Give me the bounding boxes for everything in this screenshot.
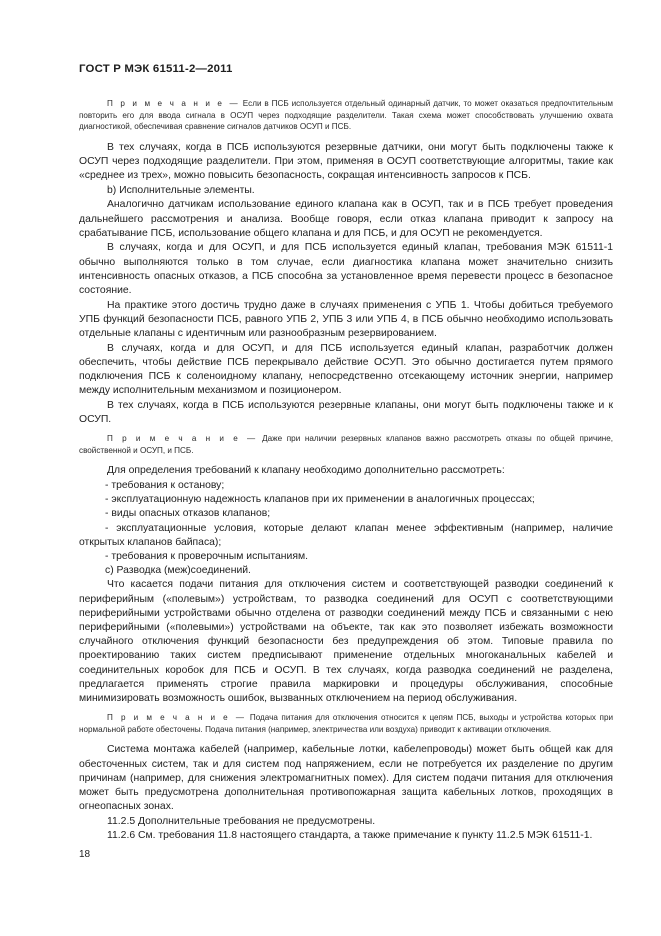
paragraph: На практике этого достичь трудно даже в случаях применения с УПБ 1. Чтобы добиться требуемого УПБ функций безопасности ПСБ, равного УПБ 2, УПБ 3 или УПБ 4, в ПСБ обычно необходимо использовать отдельные клапаны с идентичным или разнообразным резервированием. bbox=[79, 299, 613, 339]
paragraph: В случаях, когда и для ОСУП, и для ПСБ используется единый клапан, разработчик должен обеспечить, чтобы действие ПСБ перекрывало действие ОСУП. Это обычно достигается путем прямого подключения ПСБ к соленоидному клапану, непосредственно отсекающему источник энергии, например между исполнительным механизмом и позиционером. bbox=[79, 342, 613, 397]
paragraph: В тех случаях, когда в ПСБ используются резервные датчики, они могут быть подключены также к ОСУП через подходящие разделители. При этом, применяя в ОСУП соответствующие алгоритмы, такие как «среднее из трех», можно повысить безопасность, сокращая интенсивность запросов к ПСБ. bbox=[79, 141, 613, 182]
list-item: - требования к останову; bbox=[105, 479, 225, 491]
paragraph: Аналогично датчикам использование единого клапана как в ОСУП, так и в ПСБ требует проведения дальнейшего рассмотрения и анализа. Вообще говоря, если отказ клапана приводит к запросу на срабатывание ПСБ, использование общего клапана и для ПСБ, и для ОСУП не рекомендуется. bbox=[79, 199, 613, 239]
document-header: ГОСТ Р МЭК 61511-2—2011 bbox=[79, 63, 233, 75]
note-2 bbox=[79, 433, 613, 456]
clause-11-2-6: 11.2.6 См. требования 11.8 настоящего стандарта, а также примечание к пункту 11.2.5 МЭК 61511-1. bbox=[107, 830, 593, 842]
paragraph: Что касается подачи питания для отключения систем и соответствующей разводки соединений к периферийным («полевым») устройствам, то разводка соединений для ОСУП с соответствующими периферийными устройствами обычно отделена от разводки соединений между ПСБ и связанными с нею периферийными («полевыми») устройствами на объекте, так как это позволяет избежать возможности случайного отключения функций безопасности без предупреждения об этом. Типовые правила по проектированию таких систем предписывают применение отдельных многоканальных кабелей и соединительных коробок для ПСБ и ОСУП. В тех случаях, когда разводка соединений не разделена, предлагается применять строгие правила маркировки и процедуры обслуживания, способные минимизировать возможность ошибок, вызванных отключением на период обслуживания. bbox=[79, 579, 613, 705]
list-item: - эксплуатационную надежность клапанов при их применении в аналогичных процессах; bbox=[105, 494, 535, 506]
paragraph: В случаях, когда и для ОСУП, и для ПСБ используется единый клапан, требования МЭК 61511-1 обычно выполняются только в том случае, если диагностика клапана может значительно снизить интенсивность опасных отказов, а ПСБ способна за установленное время перевести процесс в безопасное состояние. bbox=[79, 242, 613, 296]
note-text: Если в ПСБ используется отдельный одинарный датчик, то может оказаться предпочтительным повторить его для ввода сигнала в ОСУП через подходящие разделители. Такая схема может способствовать улучшению охвата диагностикой, обеспечивая сравнение сигналов датчиков ОСУП и ПСБ. bbox=[79, 99, 613, 132]
note-text: Даже при наличии резервных клапанов важно рассмотреть отказы по общей причине, свойственной и ОСУП, и ПСБ. bbox=[79, 434, 613, 455]
paragraph: В тех случаях, когда в ПСБ используются резервные клапаны, они могут быть подключены также и к ОСУП. bbox=[79, 399, 613, 425]
page-number: 18 bbox=[79, 849, 91, 860]
clause-11-2-5: 11.2.5 Дополнительные требования не предусмотрены. bbox=[107, 815, 376, 827]
note-1 bbox=[79, 98, 613, 133]
list-item: - виды опасных отказов клапанов; bbox=[105, 508, 271, 520]
paragraph: Система монтажа кабелей (например, кабельные лотки, кабелепроводы) может быть общей как для обесточенных систем, так и для систем под напряжением, если не потребуется их разделение по другим причинам (например, для снижения электромагнитных помех). Для систем подачи питания для отключения может быть предусмотрена дополнительная противопожарная защита кабельных лотков, проходящих в огнеопасных зонах. bbox=[79, 744, 613, 813]
subsection-heading: c) Разводка (меж)соединений. bbox=[105, 565, 251, 577]
paragraph: Для определения требований к клапану необходимо дополнительно рассмотреть: bbox=[107, 465, 505, 477]
list-item: - требования к проверочным испытаниям. bbox=[105, 550, 309, 562]
note-label: П р и м е ч а н и е — bbox=[107, 713, 247, 723]
note-label: П р и м е ч а н и е — bbox=[107, 99, 240, 108]
note-3 bbox=[79, 712, 613, 735]
subsection-heading: b) Исполнительные элементы. bbox=[107, 184, 255, 196]
document-body bbox=[79, 92, 613, 844]
list-item: - эксплуатационные условия, которые делают клапан менее эффективным (например, наличие открытых клапанов байпаса); bbox=[79, 522, 613, 548]
note-label: П р и м е ч а н и е — bbox=[107, 434, 258, 444]
note-text: Подача питания для отключения относится к цепям ПСБ, выходы и устройства которых при нормальной работе обесточены. Подача питания (например, электричества или воздуха) приводит к активации отключения. bbox=[79, 713, 614, 734]
